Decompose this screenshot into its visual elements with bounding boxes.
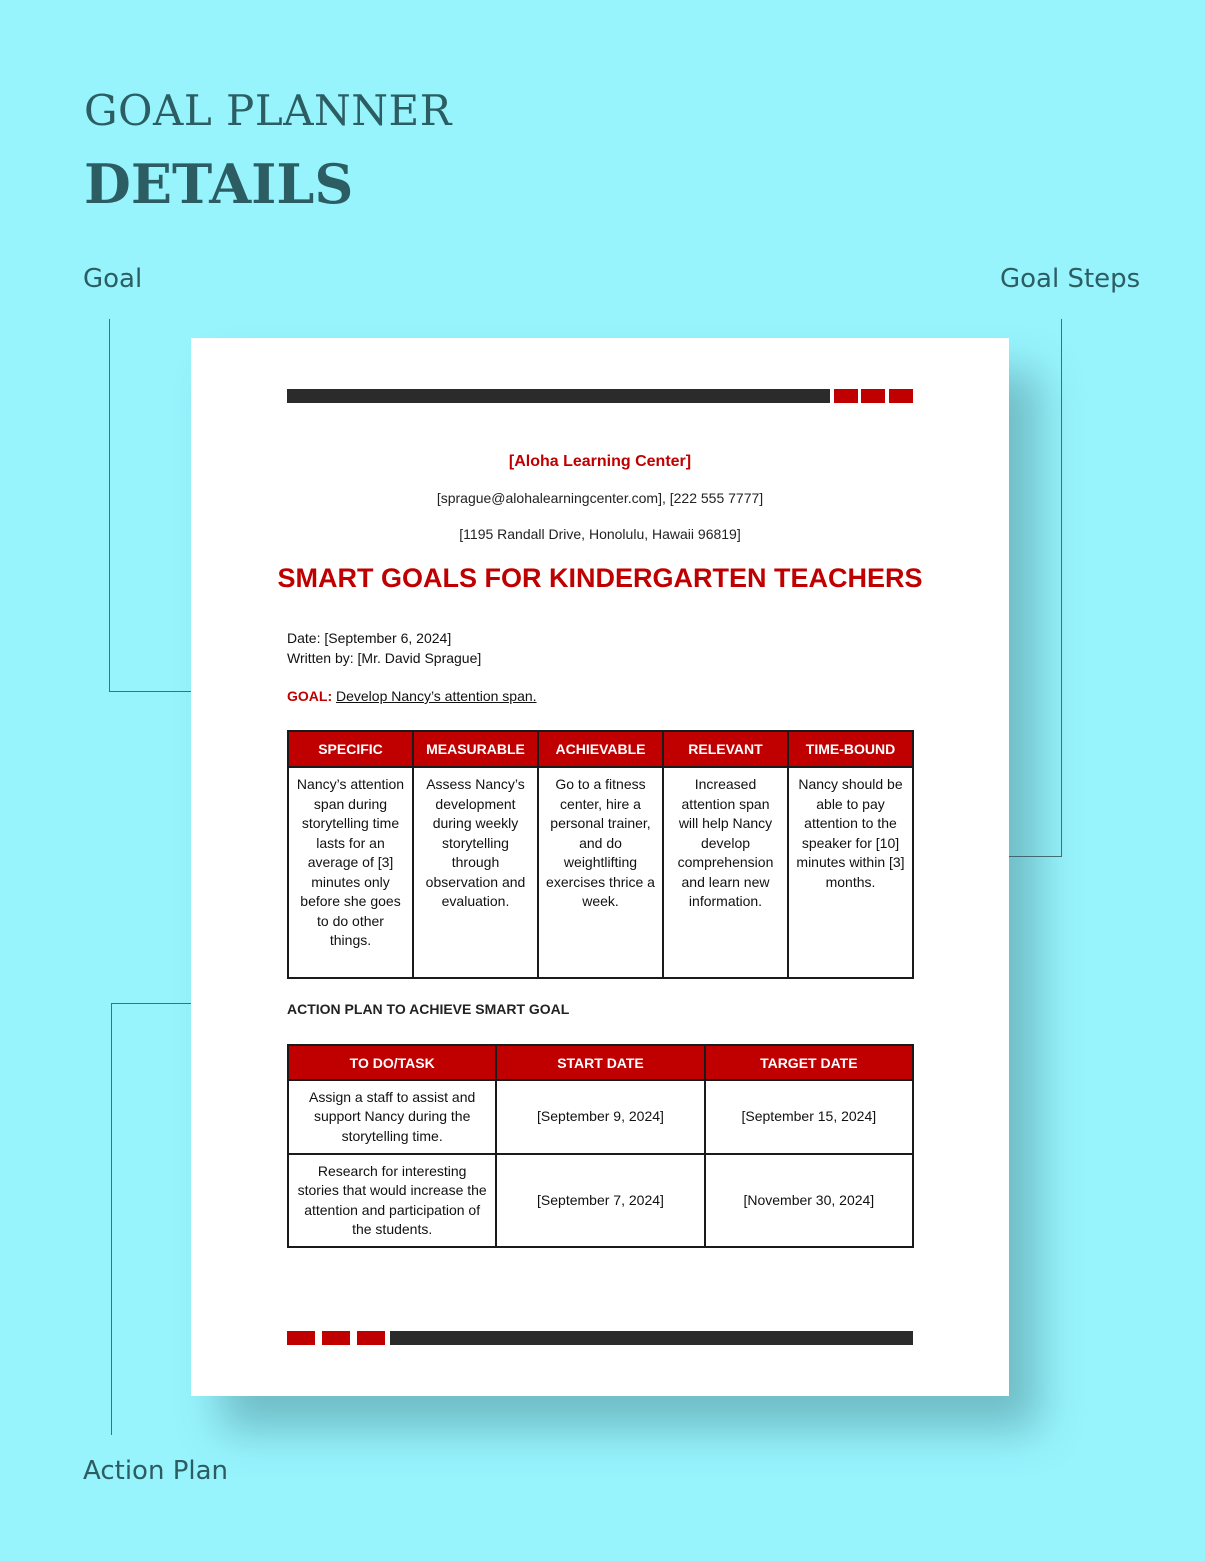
document-page (191, 338, 1009, 1396)
callout-action-plan: Action Plan (83, 1456, 229, 1486)
top-red-block (889, 389, 913, 403)
document-date: Date: [September 6, 2024] (287, 630, 452, 646)
organization-name: [Aloha Learning Center] (508, 453, 692, 470)
smart-cell-specific: Nancy’s attention span during storytelling time lasts for an average of [3] minutes only before she goes to do other things. (288, 767, 413, 978)
table-row (288, 767, 913, 978)
plan-task-cell: Research for interesting stories that would increase the attention and participation of the students. (288, 1154, 496, 1247)
top-dark-bar (287, 389, 830, 403)
smart-header-measurable: MEASURABLE (413, 731, 538, 767)
bottom-dark-bar (390, 1331, 913, 1345)
plan-start-date-cell: [September 9, 2024] (496, 1080, 704, 1154)
goal-steps-leader-vertical (1061, 319, 1062, 857)
action-plan-table (287, 1044, 914, 1248)
bottom-red-block (322, 1331, 350, 1345)
plan-task-cell: Assign a staff to assist and support Nancy during the storytelling time. (288, 1080, 496, 1154)
smart-header-relevant: RELEVANT (663, 731, 788, 767)
smart-header-specific: SPECIFIC (288, 731, 413, 767)
address: [1195 Randall Drive, Honolulu, Hawaii 96819] (459, 526, 741, 542)
callout-goal: Goal (83, 264, 143, 294)
bottom-red-block (287, 1331, 315, 1345)
document-author: Written by: [Mr. David Sprague] (287, 650, 482, 666)
plan-target-date-cell: [November 30, 2024] (705, 1154, 913, 1247)
plan-header-target-date: TARGET DATE (705, 1045, 913, 1080)
document-title: SMART GOALS FOR KINDERGARTEN TEACHERS (277, 563, 923, 593)
smart-header-time-bound: TIME-BOUND (788, 731, 913, 767)
smart-cell-time-bound: Nancy should be able to pay attention to the speaker for [10] minutes within [3] months. (788, 767, 913, 978)
goal-label: GOAL: (287, 688, 333, 704)
smart-cell-achievable: Go to a fitness center, hire a personal trainer, and do weightlifting exercises thrice a week. (538, 767, 663, 978)
plan-header-start-date: START DATE (496, 1045, 704, 1080)
smart-table (287, 730, 914, 979)
goal-text: Develop Nancy’s attention span. (336, 688, 537, 704)
table-row (288, 1154, 913, 1247)
smart-cell-measurable: Assess Nancy’s development during weekly storytelling through observation and evaluation. (413, 767, 538, 978)
plan-start-date-cell: [September 7, 2024] (496, 1154, 704, 1247)
plan-target-date-cell: [September 15, 2024] (705, 1080, 913, 1154)
goal-leader-vertical (109, 319, 110, 692)
action-plan-heading: ACTION PLAN TO ACHIEVE SMART GOAL (287, 1001, 570, 1017)
action-plan-leader-vertical (111, 1003, 112, 1435)
page-heading-line1: GOAL PLANNER (84, 86, 452, 135)
top-red-block (861, 389, 885, 403)
smart-header-achievable: ACHIEVABLE (538, 731, 663, 767)
page-heading-line2: DETAILS (84, 152, 354, 216)
plan-header-task: TO DO/TASK (288, 1045, 496, 1080)
contact-info: [sprague@alohalearningcenter.com], [222 555 7777] (436, 490, 764, 506)
smart-cell-relevant: Increased attention span will help Nancy develop comprehension and learn new information. (663, 767, 788, 978)
callout-goal-steps: Goal Steps (1000, 264, 1141, 294)
table-row (288, 1080, 913, 1154)
bottom-red-block (357, 1331, 385, 1345)
goal-statement (287, 688, 537, 704)
top-red-block (834, 389, 858, 403)
